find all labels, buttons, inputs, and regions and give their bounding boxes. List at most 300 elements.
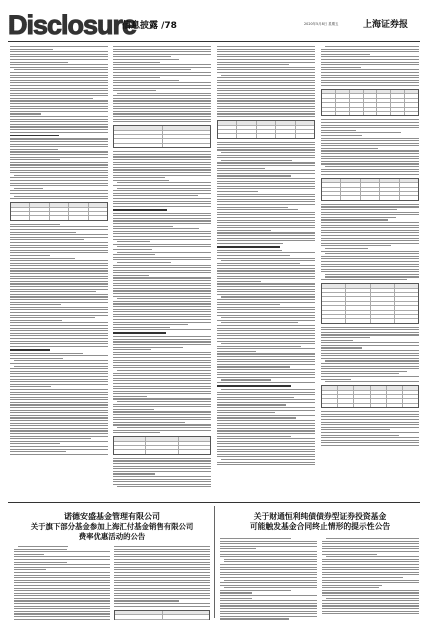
table-cell bbox=[322, 196, 341, 199]
text-line bbox=[321, 429, 390, 430]
text-line bbox=[10, 449, 108, 450]
table-cell bbox=[179, 446, 210, 449]
text-line bbox=[220, 569, 317, 570]
text-line bbox=[325, 166, 419, 167]
table-cell bbox=[322, 112, 336, 115]
table-cell bbox=[346, 297, 370, 300]
text-line bbox=[217, 106, 315, 107]
table-cell bbox=[30, 212, 49, 215]
text-line bbox=[321, 366, 419, 367]
text-line bbox=[10, 299, 108, 300]
data-table bbox=[113, 436, 211, 455]
text-line bbox=[10, 454, 108, 455]
text-line bbox=[113, 293, 211, 294]
table-cell bbox=[322, 395, 338, 398]
table-cell bbox=[89, 212, 107, 215]
text-line bbox=[217, 289, 315, 290]
text-line bbox=[321, 156, 419, 157]
table-cell bbox=[380, 183, 399, 186]
text-line bbox=[114, 595, 210, 596]
text-line bbox=[113, 239, 211, 240]
text-line bbox=[217, 59, 315, 60]
table-cell bbox=[322, 297, 346, 300]
table-row bbox=[322, 196, 418, 199]
text-line bbox=[10, 129, 108, 130]
text-line bbox=[113, 226, 173, 227]
table-cell bbox=[237, 130, 256, 133]
text-line bbox=[220, 543, 317, 544]
text-line bbox=[321, 445, 419, 446]
text-line bbox=[325, 381, 419, 382]
table-cell bbox=[341, 188, 360, 191]
text-line bbox=[321, 119, 419, 120]
text-line bbox=[217, 320, 315, 321]
text-line bbox=[10, 167, 108, 168]
text-line bbox=[321, 127, 419, 128]
table-cell bbox=[377, 99, 391, 102]
text-line bbox=[113, 327, 170, 328]
text-line bbox=[10, 164, 108, 165]
text-line bbox=[14, 608, 110, 609]
text-line bbox=[217, 188, 315, 189]
text-line bbox=[10, 170, 108, 171]
text-line bbox=[113, 386, 211, 387]
announcement-title-line1: 关于旗下部分基金参加上海汇付基金销售有限公司 bbox=[30, 522, 194, 531]
text-line bbox=[113, 280, 211, 281]
text-line bbox=[322, 574, 419, 575]
text-line bbox=[114, 606, 210, 607]
text-line bbox=[217, 304, 280, 305]
text-line bbox=[217, 433, 315, 434]
text-line bbox=[321, 342, 419, 343]
text-line bbox=[113, 259, 211, 260]
text-line bbox=[322, 600, 419, 601]
text-line bbox=[117, 182, 211, 183]
text-line bbox=[217, 268, 315, 269]
table-row bbox=[322, 112, 418, 115]
table-cell bbox=[377, 103, 391, 106]
text-line bbox=[321, 72, 419, 73]
text-line bbox=[114, 564, 210, 565]
text-line bbox=[217, 93, 315, 94]
section-heading bbox=[217, 246, 280, 248]
text-line bbox=[14, 595, 110, 596]
text-line bbox=[321, 82, 419, 83]
table-cell bbox=[276, 134, 295, 137]
text-line bbox=[217, 100, 315, 101]
text-line bbox=[113, 201, 211, 202]
table-cell bbox=[364, 103, 378, 106]
text-line bbox=[14, 366, 108, 367]
text-line bbox=[326, 598, 419, 599]
text-line bbox=[113, 59, 179, 60]
text-line bbox=[321, 340, 353, 341]
text-line bbox=[321, 422, 419, 423]
text-line bbox=[10, 335, 108, 336]
text-line bbox=[220, 582, 317, 583]
text-line bbox=[220, 616, 317, 617]
text-line bbox=[321, 245, 391, 246]
text-line bbox=[113, 257, 211, 258]
text-line bbox=[321, 279, 407, 280]
text-line bbox=[10, 232, 76, 233]
table-cell bbox=[322, 284, 346, 287]
table-cell bbox=[69, 203, 88, 206]
table-cell bbox=[146, 442, 178, 445]
text-line bbox=[113, 111, 211, 112]
text-line bbox=[114, 562, 210, 563]
text-line bbox=[322, 559, 419, 560]
table-cell bbox=[405, 90, 418, 93]
text-line bbox=[217, 95, 315, 96]
text-line bbox=[321, 266, 419, 267]
table-cell bbox=[405, 112, 418, 115]
text-line bbox=[217, 116, 315, 117]
table-cell bbox=[114, 131, 163, 134]
text-line bbox=[321, 77, 419, 78]
text-line bbox=[217, 278, 315, 279]
text-line bbox=[321, 371, 407, 372]
text-line bbox=[321, 51, 419, 52]
text-line bbox=[113, 339, 211, 340]
table-cell bbox=[361, 179, 380, 182]
text-line bbox=[325, 276, 419, 277]
text-line bbox=[217, 315, 315, 316]
text-line bbox=[322, 551, 419, 552]
table-cell bbox=[403, 391, 418, 394]
text-line bbox=[221, 75, 315, 76]
text-line bbox=[113, 223, 211, 224]
text-line bbox=[217, 235, 315, 236]
text-line bbox=[217, 312, 315, 313]
table-cell bbox=[361, 196, 380, 199]
text-line bbox=[113, 398, 211, 399]
table-cell bbox=[371, 315, 395, 318]
text-line bbox=[217, 212, 315, 213]
text-line bbox=[113, 162, 211, 163]
text-line bbox=[217, 265, 315, 266]
text-line bbox=[321, 140, 419, 141]
text-line bbox=[10, 157, 108, 158]
text-line bbox=[10, 59, 108, 60]
text-line bbox=[217, 80, 315, 81]
text-line bbox=[113, 383, 211, 384]
table-cell bbox=[146, 446, 178, 449]
text-line bbox=[322, 582, 419, 583]
table-cell bbox=[341, 196, 360, 199]
table-row bbox=[114, 144, 210, 147]
text-line bbox=[113, 190, 211, 191]
text-line bbox=[10, 64, 108, 65]
table-cell bbox=[371, 311, 395, 314]
text-line bbox=[14, 572, 110, 573]
text-line bbox=[321, 235, 419, 236]
text-line bbox=[217, 273, 315, 274]
table-cell bbox=[296, 121, 314, 124]
text-line bbox=[10, 250, 108, 251]
text-line bbox=[113, 354, 211, 355]
table-cell bbox=[341, 183, 360, 186]
text-line bbox=[114, 546, 210, 547]
text-line bbox=[321, 169, 419, 170]
text-line bbox=[10, 386, 51, 387]
table-cell bbox=[338, 404, 354, 407]
text-line bbox=[117, 262, 171, 263]
text-line bbox=[221, 389, 315, 390]
text-line bbox=[14, 582, 110, 583]
text-line bbox=[10, 172, 108, 173]
text-line bbox=[321, 80, 419, 81]
text-line bbox=[113, 85, 211, 86]
table-cell bbox=[395, 297, 418, 300]
text-line bbox=[113, 362, 211, 363]
text-line bbox=[14, 613, 110, 614]
text-line bbox=[113, 290, 211, 291]
text-line bbox=[114, 590, 210, 591]
text-line bbox=[321, 243, 419, 244]
text-line bbox=[217, 392, 315, 393]
text-line bbox=[221, 379, 271, 380]
text-line bbox=[217, 402, 315, 403]
text-line bbox=[10, 116, 108, 117]
text-line bbox=[113, 329, 211, 330]
text-line bbox=[217, 149, 315, 150]
text-line bbox=[217, 377, 315, 378]
text-line bbox=[221, 152, 315, 153]
text-line bbox=[14, 360, 108, 361]
text-line bbox=[217, 209, 298, 210]
text-line bbox=[113, 409, 154, 410]
text-line bbox=[117, 252, 211, 253]
text-line bbox=[113, 254, 155, 255]
text-line bbox=[10, 376, 108, 377]
text-line bbox=[10, 85, 108, 86]
text-line bbox=[113, 419, 211, 420]
table-row bbox=[322, 404, 418, 407]
table-cell bbox=[69, 212, 88, 215]
table-cell bbox=[322, 183, 341, 186]
text-line bbox=[217, 407, 315, 408]
text-line bbox=[217, 178, 315, 179]
text-line bbox=[113, 77, 160, 78]
text-line bbox=[217, 49, 315, 50]
text-line bbox=[10, 373, 108, 374]
text-line bbox=[217, 142, 315, 143]
text-line bbox=[217, 144, 315, 145]
text-line bbox=[217, 82, 315, 83]
table-cell bbox=[395, 302, 418, 305]
text-line bbox=[217, 243, 283, 244]
text-line bbox=[10, 100, 108, 101]
text-line bbox=[217, 165, 315, 166]
text-line bbox=[114, 577, 210, 578]
text-line bbox=[220, 585, 317, 586]
text-line bbox=[14, 559, 110, 560]
table-cell bbox=[361, 188, 380, 191]
text-line bbox=[322, 590, 419, 591]
text-line bbox=[113, 365, 211, 366]
text-line bbox=[113, 185, 211, 186]
data-table bbox=[321, 178, 419, 201]
text-line bbox=[321, 206, 419, 207]
text-line bbox=[217, 451, 315, 452]
table-cell bbox=[50, 216, 69, 219]
text-line bbox=[217, 147, 315, 148]
text-line bbox=[322, 608, 419, 609]
text-line bbox=[10, 242, 108, 243]
text-line bbox=[10, 193, 108, 194]
text-line bbox=[10, 289, 108, 290]
text-line bbox=[321, 427, 419, 428]
text-line bbox=[10, 90, 108, 91]
text-line bbox=[217, 307, 315, 308]
text-line bbox=[321, 345, 419, 346]
text-line bbox=[217, 412, 275, 413]
text-line bbox=[10, 296, 108, 297]
text-line bbox=[113, 62, 160, 63]
table-cell bbox=[400, 188, 418, 191]
table-cell bbox=[403, 399, 418, 402]
text-line bbox=[113, 466, 211, 467]
text-line bbox=[113, 460, 211, 461]
text-line bbox=[10, 234, 108, 235]
table-cell bbox=[346, 289, 370, 292]
text-line bbox=[217, 428, 315, 429]
text-line bbox=[217, 346, 301, 347]
data-table bbox=[113, 125, 211, 148]
text-line bbox=[113, 357, 211, 358]
announcement-title-line2: 可能触发基金合同终止情形的提示性公告 bbox=[249, 522, 391, 531]
table-cell bbox=[395, 284, 418, 287]
text-line bbox=[321, 130, 356, 131]
text-line bbox=[14, 577, 110, 578]
table-cell bbox=[11, 208, 30, 211]
text-line bbox=[217, 410, 315, 411]
text-line bbox=[10, 330, 108, 331]
text-line bbox=[321, 437, 419, 438]
table-cell bbox=[115, 611, 163, 614]
text-line bbox=[10, 353, 83, 354]
text-line bbox=[10, 309, 108, 310]
text-line bbox=[10, 49, 53, 50]
text-line bbox=[113, 314, 211, 315]
text-line bbox=[322, 572, 419, 573]
text-line bbox=[10, 229, 108, 230]
text-line bbox=[10, 141, 108, 142]
issue-date: 2020年5月8日 星期五 bbox=[304, 22, 339, 26]
text-line bbox=[217, 108, 315, 109]
text-line bbox=[10, 67, 108, 68]
text-line bbox=[217, 399, 315, 400]
text-line bbox=[10, 415, 108, 416]
text-line bbox=[217, 46, 315, 47]
table-cell bbox=[364, 99, 378, 102]
text-line bbox=[321, 411, 419, 412]
table-cell bbox=[163, 615, 210, 618]
table-cell bbox=[371, 386, 387, 389]
table-cell bbox=[163, 135, 211, 138]
text-line bbox=[113, 391, 211, 392]
table-cell bbox=[218, 134, 237, 137]
text-line bbox=[113, 309, 211, 310]
text-line bbox=[10, 371, 108, 372]
text-line bbox=[117, 401, 211, 402]
text-line bbox=[321, 350, 419, 351]
text-line bbox=[10, 343, 108, 344]
table-cell bbox=[350, 103, 364, 106]
text-line bbox=[224, 587, 317, 588]
text-line bbox=[217, 111, 315, 112]
text-line bbox=[217, 207, 288, 208]
text-line bbox=[113, 228, 199, 229]
text-line bbox=[321, 238, 419, 239]
text-line bbox=[220, 556, 317, 557]
text-line bbox=[321, 214, 419, 215]
text-line bbox=[321, 230, 419, 231]
text-line bbox=[114, 598, 210, 599]
text-line bbox=[322, 554, 377, 555]
text-line bbox=[322, 592, 419, 593]
text-line bbox=[10, 265, 108, 266]
table-cell bbox=[257, 134, 276, 137]
text-line bbox=[10, 322, 108, 323]
text-line bbox=[10, 56, 108, 57]
table-cell bbox=[403, 404, 418, 407]
text-line bbox=[217, 299, 315, 300]
text-line bbox=[10, 286, 108, 287]
text-line bbox=[217, 294, 315, 295]
text-line bbox=[322, 543, 419, 544]
text-line bbox=[10, 394, 108, 395]
table-cell bbox=[69, 208, 88, 211]
text-line bbox=[217, 227, 315, 228]
text-line bbox=[113, 108, 211, 109]
text-line bbox=[217, 309, 315, 310]
text-line bbox=[322, 595, 419, 596]
text-line bbox=[321, 135, 362, 136]
section-title: 信息披露 /78 bbox=[122, 21, 177, 31]
text-line bbox=[217, 286, 315, 287]
text-line bbox=[10, 443, 60, 444]
text-line bbox=[217, 173, 315, 174]
text-line bbox=[10, 430, 108, 431]
table-cell bbox=[237, 126, 256, 129]
text-line bbox=[10, 433, 108, 434]
text-line bbox=[14, 69, 108, 70]
text-line bbox=[321, 64, 419, 65]
text-line bbox=[10, 358, 63, 359]
text-line bbox=[220, 567, 317, 568]
table-cell bbox=[350, 112, 364, 115]
text-line bbox=[221, 160, 293, 161]
text-line bbox=[10, 397, 108, 398]
table-cell bbox=[336, 99, 350, 102]
text-line bbox=[321, 432, 419, 433]
text-line bbox=[113, 213, 211, 214]
text-line bbox=[321, 419, 419, 420]
text-line bbox=[10, 113, 41, 114]
text-line bbox=[113, 54, 211, 55]
text-line bbox=[321, 442, 419, 443]
text-line bbox=[113, 177, 165, 178]
text-line bbox=[217, 98, 315, 99]
text-line bbox=[217, 456, 315, 457]
text-line bbox=[113, 277, 211, 278]
text-line bbox=[10, 162, 108, 163]
text-line bbox=[113, 283, 211, 284]
text-line bbox=[117, 241, 150, 242]
table-cell bbox=[371, 293, 395, 296]
